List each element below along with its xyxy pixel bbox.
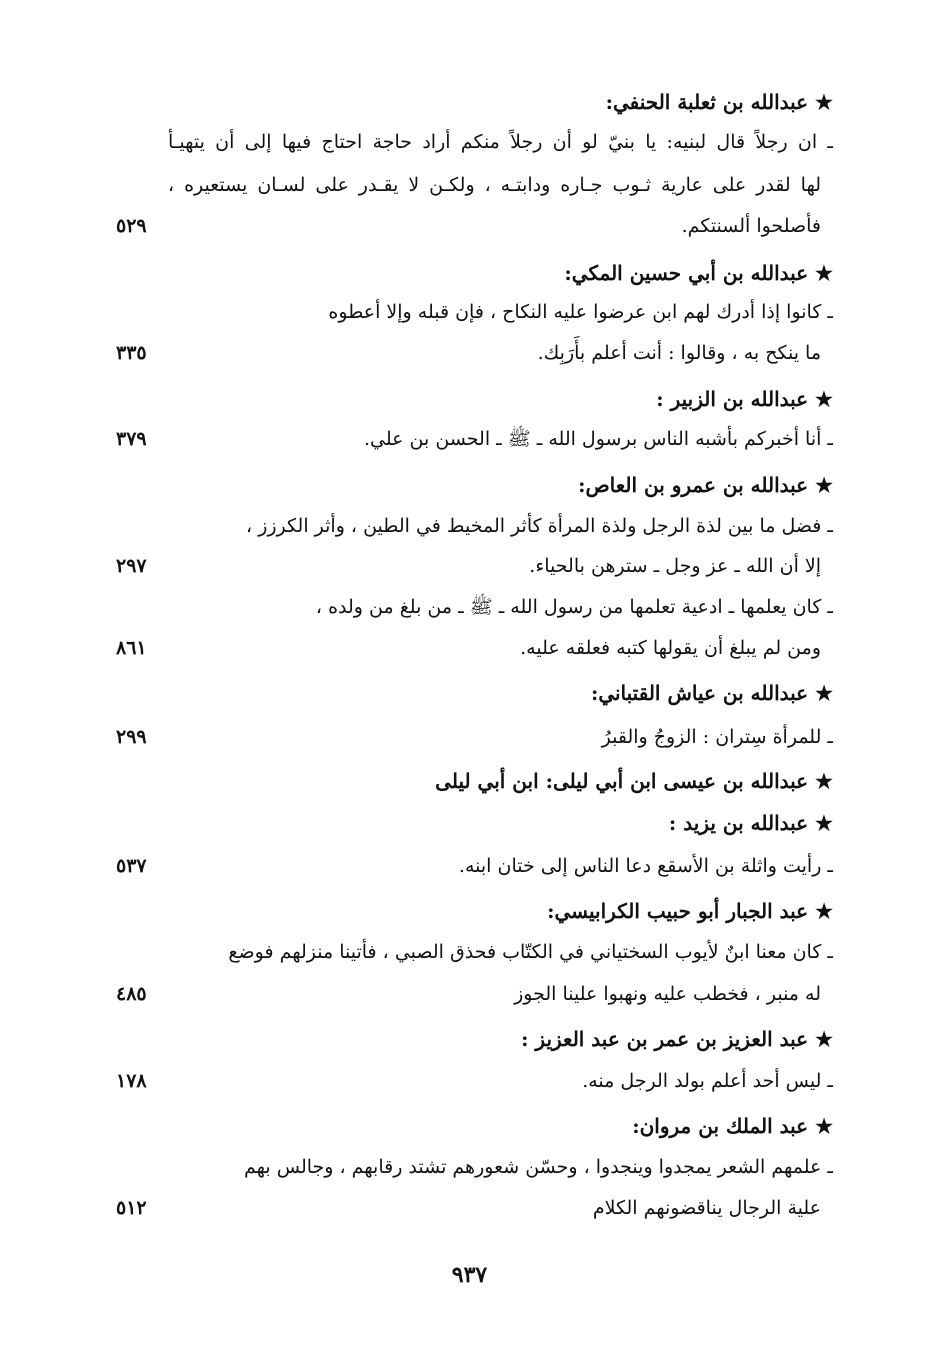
page-reference: ٢٩٧ — [116, 555, 147, 577]
entry-text-line: لها لقدر على عارية ثـوب جـاره ودابتـه ، ولكـن لا يقـدر على لسـان يستعيره ، — [168, 174, 821, 196]
entry-text-line: ـ فضل ما بين لذة الرجل ولذة المرأة كأثر المخيط في الطين ، وأثر الكرزز ، — [246, 515, 833, 537]
entry-heading: ★ عبدالله بن يزيد : — [668, 811, 833, 835]
page-reference: ٣٧٩ — [116, 428, 147, 450]
entry-text-line: ـ للمرأة سِتران : الزوجُ والقبرُ — [601, 726, 833, 748]
entry-text-line: له منبر ، فخطب عليه ونهبوا علينا الجوز — [514, 983, 821, 1005]
entry-text-line: ـ كان معنا ابنٌ لأيوب السختياني في الكتّاب فحذق الصبي ، فأتينا منزلهم فوضع — [228, 941, 833, 963]
entry-text-line: ـ كان يعلمها ـ ادعية تعلمها من رسول الله ـ ﷺ ـ من بلغ من ولده ، — [315, 596, 833, 618]
entry-text-line: ـ أنا أخبركم بأشبه الناس برسول الله ـ ﷺ ـ الحسن بن علي. — [364, 428, 833, 450]
entry-heading: ★ عبدالله بن عيسى ابن أبي ليلى: ابن أبي ليلى — [435, 769, 833, 793]
page-reference: ٣٣٥ — [116, 342, 147, 364]
entry-heading: ★ عبد العزيز بن عمر بن عبد العزيز : — [521, 1027, 833, 1051]
page-reference: ٨٦١ — [116, 637, 147, 659]
entry-heading: ★ عبدالله بن عمرو بن العاص: — [578, 473, 833, 497]
page-reference: ٥١٢ — [116, 1197, 147, 1219]
entry-heading: ★ عبدالله بن الزبير : — [656, 387, 833, 411]
entry-text-line: ـ كانوا إذا أدرك لهم ابن عرضوا عليه النكاح ، فإن قبله وإلا أعطوه — [328, 301, 833, 323]
entry-text-line: ـ رأيت واثلة بن الأسقع دعا الناس إلى ختان ابنه. — [458, 855, 833, 877]
entry-text-line: ـ علمهم الشعر يمجدوا وينجدوا ، وحسّن شعورهم تشتد رقابهم ، وجالس بهم — [243, 1156, 833, 1178]
entry-text-line: علية الرجال يناقضونهم الكلام — [592, 1197, 821, 1219]
entry-text-line: ما ينكح به ، وقالوا : أنت أعلم بأَرَبِك. — [537, 342, 821, 364]
entry-text-line: إلا أن الله ـ عز وجل ـ سترهن بالحياء. — [529, 555, 821, 577]
entry-heading: ★ عبدالله بن أبي حسين المكي: — [564, 261, 833, 285]
entry-heading: ★ عبد الملك بن مروان: — [632, 1114, 833, 1138]
page-reference: ٥٣٧ — [116, 855, 147, 877]
entry-text-line: ـ ليس أحد أعلم بولد الرجل منه. — [582, 1070, 833, 1092]
page-reference: ٢٩٩ — [116, 726, 147, 748]
entry-heading: ★ عبد الجبار أبو حبيب الكرابيسي: — [547, 899, 833, 923]
entry-text-line: ومن لم يبلغ أن يقولها كتبه فعلقه عليه. — [520, 637, 821, 659]
page-reference: ٤٨٥ — [116, 983, 147, 1005]
entry-text-line: فأصلحوا ألسنتكم. — [681, 215, 821, 237]
entry-text-line: ـ ان رجلاً قال لبنيه: يا بنيّ لو أن رجلاً منكم أراد حاجة احتاج فيها إلى أن يتهيـأ — [168, 131, 833, 153]
page-number: ٩٣٧ — [451, 1262, 488, 1288]
entry-heading: ★ عبدالله بن عياش القتباني: — [590, 681, 833, 705]
page-reference: ١٧٨ — [116, 1070, 147, 1092]
page-reference: ٥٢٩ — [116, 215, 147, 237]
entry-heading: ★ عبدالله بن ثعلبة الحنفي: — [605, 90, 833, 114]
